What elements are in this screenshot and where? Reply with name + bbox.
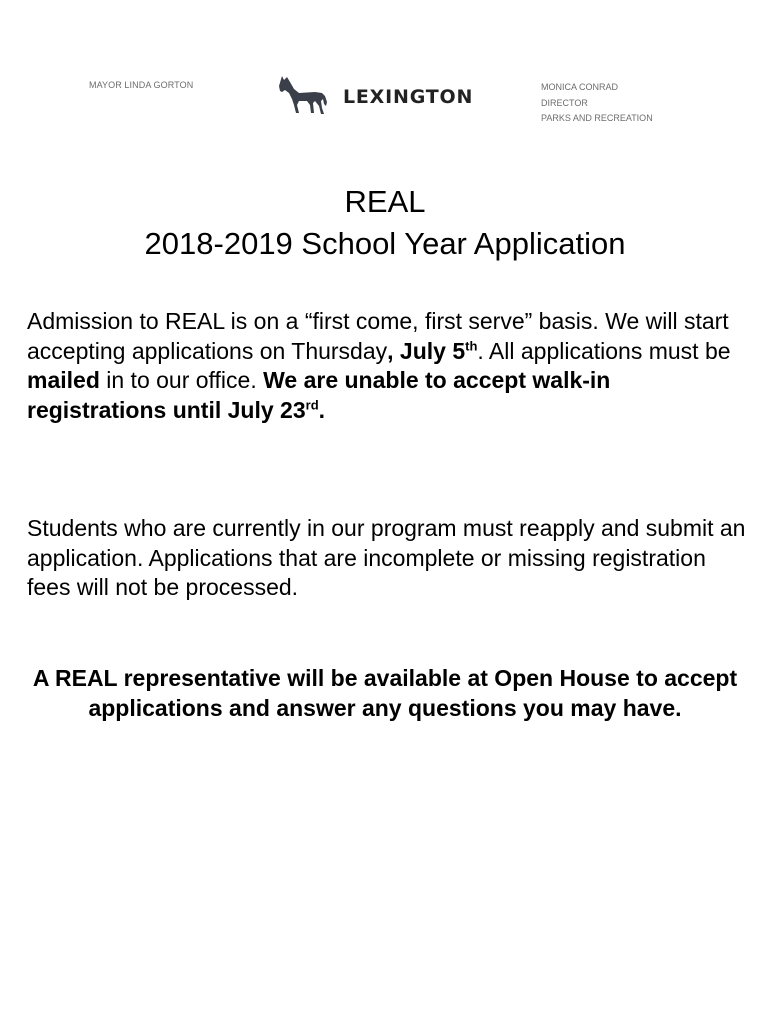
admission-text-1: Admission to REAL is on a “first come, first serve” basis. We will start accepting applications on Thursday	[27, 308, 729, 364]
admission-text-2: . All applications must be	[477, 337, 731, 364]
admission-walkin: We are unable to accept walk-in registrations until July 23	[27, 367, 611, 423]
director-info	[541, 80, 653, 127]
admission-paragraph	[27, 307, 747, 425]
page-subtitle: 2018-2019 School Year Application	[144, 226, 626, 261]
admission-text-3: in to our office.	[99, 367, 264, 393]
director-name: MONICA CONRAD	[541, 82, 619, 92]
horse-icon	[277, 72, 329, 116]
lexington-logo	[277, 72, 473, 116]
mayor-name: MAYOR LINDA GORTON	[89, 80, 194, 90]
admission-mailed: mailed	[27, 367, 100, 393]
admission-date-suffix: th	[465, 337, 478, 353]
director-title: DIRECTOR	[541, 97, 588, 108]
closing-paragraph: A REAL representative will be available at Open House to accept applications and answer any questions you may have.	[32, 665, 738, 721]
page-title: REAL	[344, 184, 426, 219]
reapply-paragraph: Students who are currently in our program must reapply and submit an application. Applications that are incomplete or missing registration fees will not be processed.	[27, 515, 746, 600]
admission-period: .	[318, 396, 326, 423]
admission-walkin-suffix: rd	[305, 396, 319, 412]
admission-date: , July 5	[387, 337, 466, 364]
logo-text: LEXINGTON	[343, 86, 474, 108]
department-name: PARKS AND RECREATION	[541, 113, 653, 123]
